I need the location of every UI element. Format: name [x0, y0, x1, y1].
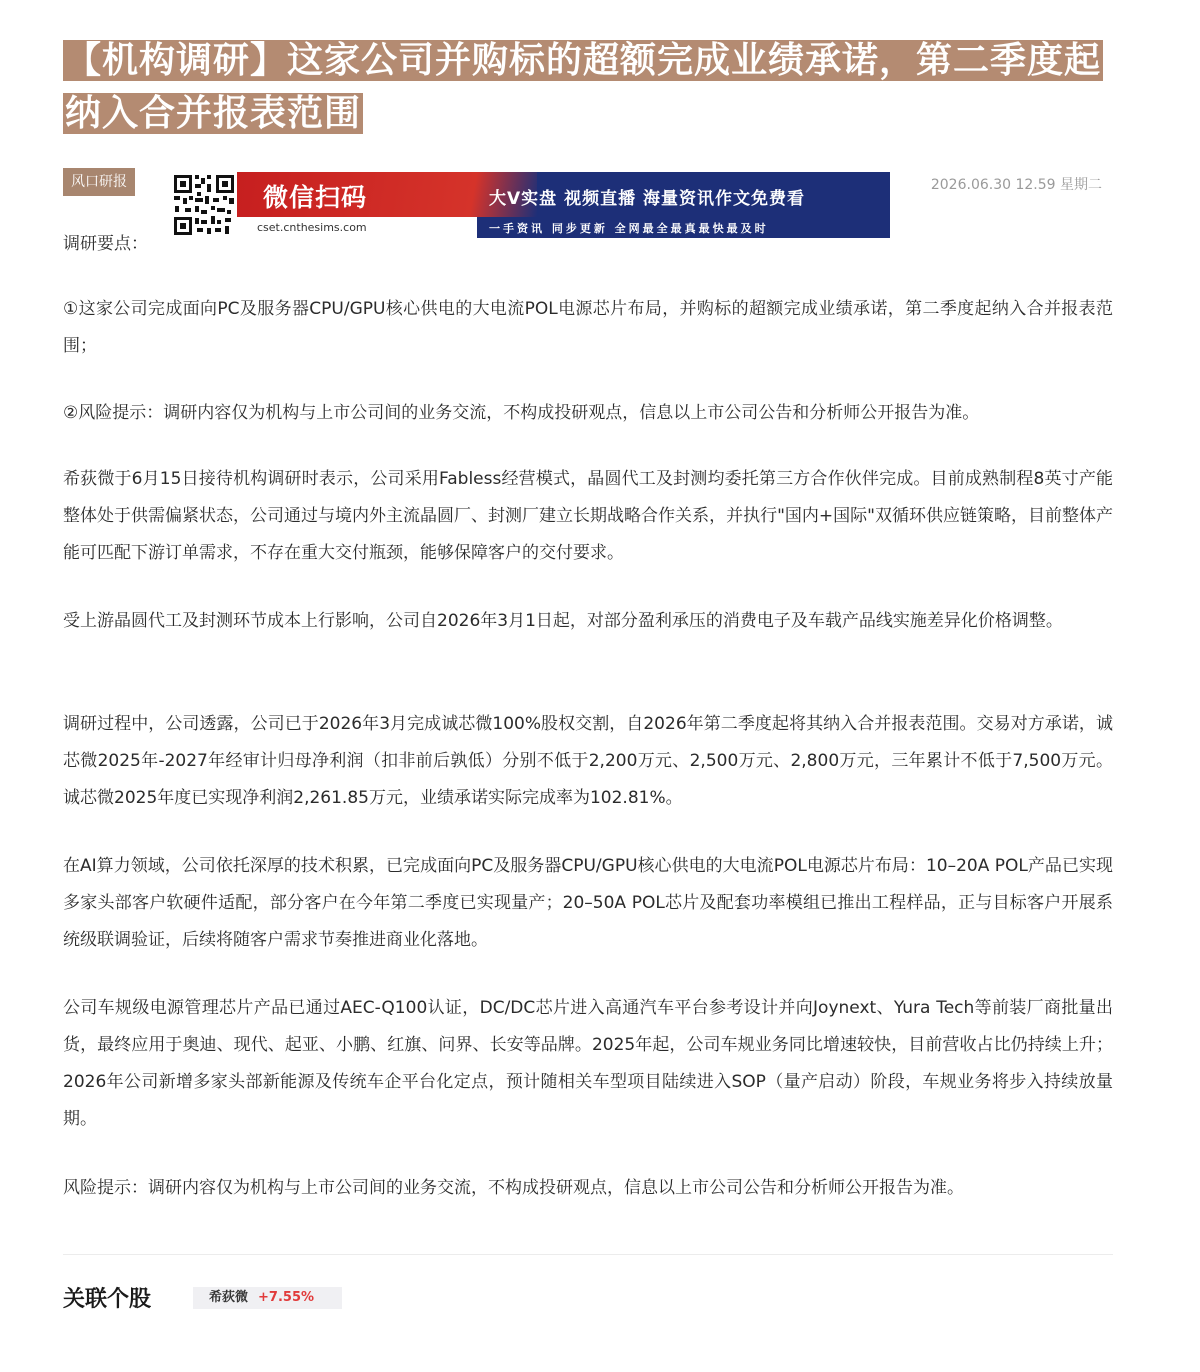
- article-title: 【机构调研】这家公司并购标的超额完成业绩承诺，第二季度起纳入合并报表范围: [65, 40, 1102, 134]
- banner-sub-text: 一手资讯 同步更新 全网最全最真最快最及时: [489, 222, 769, 235]
- paragraph-supply-chain: 希荻微于6月15日接待机构调研时表示，公司采用Fabless经营模式，晶圆代工及封测均委托第三方合作伙伴完成。目前成熟制程8英寸产能整体处于供需偏紧状态，公司通过与境内外主流晶圆厂、封测厂建立长期战略合作关系，并执行"国内+国际"双循环供应链策略，目前整体产能可匹配下游订单需求，不存在重大交付瓶颈，能够保障客户的交付要求。: [63, 469, 1113, 563]
- paragraph-price-adjustment: 受上游晶圆代工及封测环节成本上行影响，公司自2026年3月1日起，对部分盈利承压的消费电子及车载产品线实施差异化价格调整。: [63, 611, 1063, 631]
- related-stocks-heading: 关联个股: [63, 1287, 152, 1312]
- banner-url[interactable]: cset.cnthesims.com: [237, 217, 477, 238]
- stock-name: 希荻微: [209, 1290, 249, 1305]
- paragraph-point-1: ①这家公司完成面向PC及服务器CPU/GPU核心供电的大电流POL电源芯片布局，并购标的超额完成业绩承诺，第二季度起纳入合并报表范围；: [63, 299, 1113, 356]
- paragraph-acquisition: 调研过程中，公司透露，公司已于2026年3月完成诚芯微100%股权交割，自2026年第二季度起将其纳入合并报表范围。交易对方承诺，诚芯微2025年-2027年经审计归母净利润（扣非前后孰低）分别不低于2,200万元、2,500万元、2,800万元，三年累计不低于7,500万元。诚芯微2025年度已实现净利润2,261.85万元，业绩承诺实际完成率为102.81%。: [63, 714, 1113, 808]
- paragraph-risk-notice: 风险提示：调研内容仅为机构与上市公司间的业务交流，不构成投研观点，信息以上市公司公告和分析师公开报告为准。: [63, 1178, 964, 1198]
- stock-change: +7.55%: [258, 1290, 315, 1305]
- paragraph-summary-heading: 调研要点：: [63, 234, 148, 254]
- banner-scan-text: 微信扫码: [263, 183, 368, 212]
- category-tag[interactable]: 风口研报: [63, 168, 135, 196]
- paragraph-ai-computing: 在AI算力领域，公司依托深厚的技术积累，已完成面向PC及服务器CPU/GPU核心供电的大电流POL电源芯片布局：10–20A POL产品已实现多家头部客户软硬件适配，部分客户在今年第二季度已实现量产；20–50A POL芯片及配套功率模组已推出工程样品，正与目标客户开展系统级联调验证，后续将随客户需求节奏推进商业化落地。: [63, 856, 1113, 950]
- paragraph-point-2: ②风险提示：调研内容仅为机构与上市公司间的业务交流，不构成投研观点，信息以上市公司公告和分析师公开报告为准。: [63, 403, 980, 423]
- section-divider: [63, 1254, 1113, 1255]
- stock-chip[interactable]: [193, 1287, 342, 1309]
- publish-date: 2026.06.30 12.59 星期二: [930, 177, 1102, 193]
- banner-main-text: 大V实盘 视频直播 海量资讯作文免费看: [489, 189, 805, 209]
- paragraph-automotive: 公司车规级电源管理芯片产品已通过AEC-Q100认证，DC/DC芯片进入高通汽车平台参考设计并向Joynext、Yura Tech等前装厂商批量出货，最终应用于奥迪、现代、起亚、小鹏、红旗、问界、长安等品牌。2025年起，公司车规业务同比增速较快，目前营收占比仍持续上升；2026年公司新增多家头部新能源及传统车企平台化定点，预计随相关车型项目陆续进入SOP（量产启动）阶段，车规业务将步入持续放量期。: [63, 998, 1113, 1129]
